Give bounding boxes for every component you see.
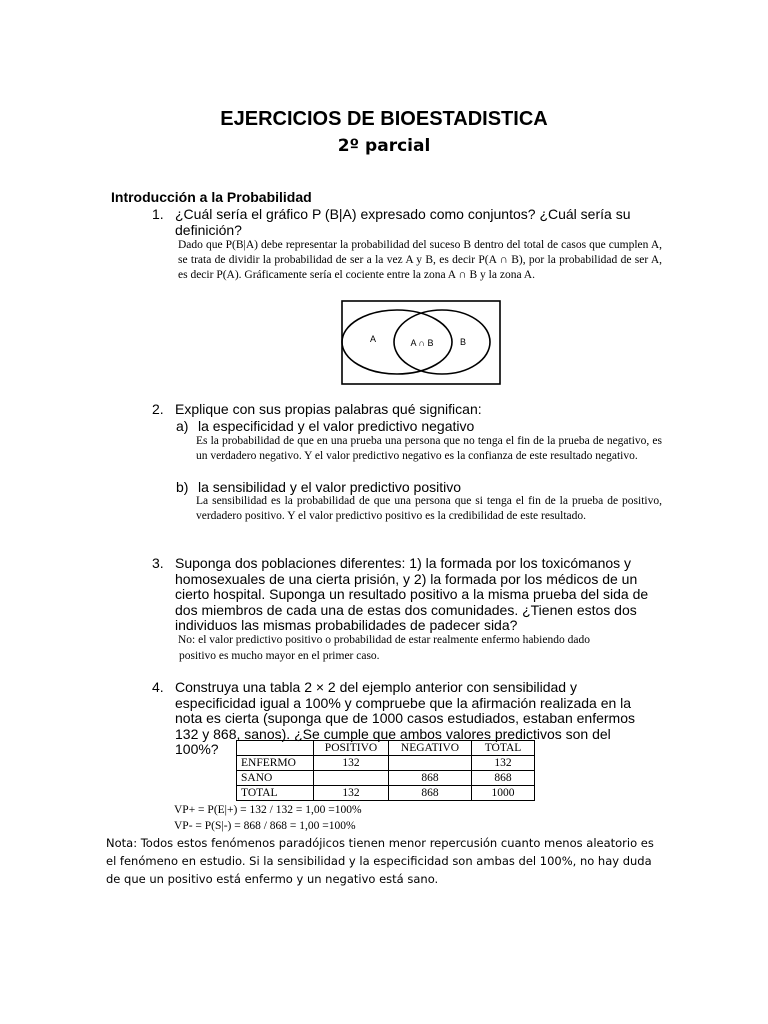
question-2b-text: la sensibilidad y el valor predictivo positivo (198, 479, 462, 495)
vp-positive-formula: VP+ = P(E|+) = 132 / 132 = 1,00 =100% (174, 804, 362, 816)
page-title: EJERCICIOS DE BIOESTADISTICA (220, 108, 548, 130)
table-cell (389, 756, 472, 771)
question-3-text: Suponga dos poblaciones diferentes: 1) la formada por los toxicómanos y homosexuales de una cierta prisión, y 2) la formada por los médicos de un cierto hospital. Suponga un resultado positivo a la misma prueba del sida de dos miembros de cada una de estas dos comunidades. ¿Tienen estos dos individuos las mismas probabilidades de padecer sida? (175, 555, 649, 633)
question-2a-answer: Es la probabilidad de que en una prueba una persona que no tenga el fin de la prueba de negativo, es un verdadero negativo. Y el valor predictivo negativo es la confianza de este resultado negativo. (196, 435, 662, 462)
venn-label-intersection: A ∩ B (410, 338, 434, 348)
table-cell: 868 (389, 786, 472, 801)
question-2b-answer: La sensibilidad es la probabilidad de que una persona que si tenga el fin de la prueba de positivo, verdadero positivo. Y el valor predictivo positivo es la credibilidad de este resultado. (196, 495, 662, 522)
table-header-cell: TOTAL (472, 741, 535, 756)
table-header-cell: NEGATIVO (389, 741, 472, 756)
table-cell: SANO (237, 771, 314, 786)
page-subtitle: 2º parcial (337, 136, 431, 156)
table-row (237, 786, 535, 801)
question-1-text: ¿Cuál sería el gráfico P (B|A) expresado como conjuntos? ¿Cuál sería su definición? (175, 206, 631, 238)
table-cell: 868 (472, 771, 535, 786)
question-1-number: 1. (152, 206, 164, 222)
question-2-text: Explique con sus propias palabras qué significan: (175, 401, 482, 417)
section-heading: Introducción a la Probabilidad (111, 189, 312, 205)
question-2-number: 2. (152, 401, 164, 417)
vp-negative-formula: VP- = P(S|-) = 868 / 868 = 1,00 =100% (174, 820, 356, 832)
table-cell: 1000 (472, 786, 535, 801)
table-cell: 868 (389, 771, 472, 786)
table-header-cell: POSITIVO (314, 741, 389, 756)
venn-label-b: B (460, 337, 467, 347)
question-4-text: Construya una tabla 2 × 2 del ejemplo anterior con sensibilidad y especificidad igual a 100% y compruebe que la afirmación realizada en la nota es cierta (suponga que de 1000 casos estudiados, estaban enfermos 132 y 868, sanos). ¿Se cumple que ambos valores predictivos son del 100%? (175, 679, 635, 757)
venn-label-a: A (370, 334, 377, 344)
table-header-row (237, 741, 535, 756)
table-header-cell (237, 741, 314, 756)
table-cell: 132 (314, 756, 389, 771)
contingency-table (236, 740, 535, 801)
table-cell: ENFERMO (237, 756, 314, 771)
table-cell: TOTAL (237, 786, 314, 801)
table-cell: 132 (472, 756, 535, 771)
table-row (237, 756, 535, 771)
question-3-number: 3. (152, 555, 164, 571)
question-3-answer-line-1: No: el valor predictivo positivo o probabilidad de estar realmente enfermo habiendo dado (178, 634, 590, 646)
table-cell (314, 771, 389, 786)
question-3-answer-line-2: positivo es mucho mayor en el primer caso. (179, 650, 380, 662)
question-2a-text: la especificidad y el valor predictivo negativo (198, 418, 475, 434)
question-1-answer: Dado que P(B|A) debe representar la probabilidad del suceso B dentro del total de casos que cumplen A, se trata de dividir la probabilidad de ser a la vez A y B, es decir P(A ∩ B), por la probabilidad de ser A, es decir P(A). Gráficamente sería el cociente entre la zona A ∩ B y la zona A. (178, 239, 662, 281)
venn-diagram (341, 300, 501, 385)
question-4-number: 4. (152, 679, 164, 695)
question-2a-label: a) (176, 418, 189, 434)
note-paragraph: Nota: Todos estos fenómenos paradójicos tienen menor repercusión cuanto menos aleatorio es el fenómeno en estudio. Si la sensibilidad y la especificidad son ambas del 100%, no hay duda de que un positivo está enfermo y un negativo está sano. (106, 836, 654, 886)
table-row (237, 771, 535, 786)
table-cell: 132 (314, 786, 389, 801)
question-2b-label: b) (176, 479, 189, 495)
